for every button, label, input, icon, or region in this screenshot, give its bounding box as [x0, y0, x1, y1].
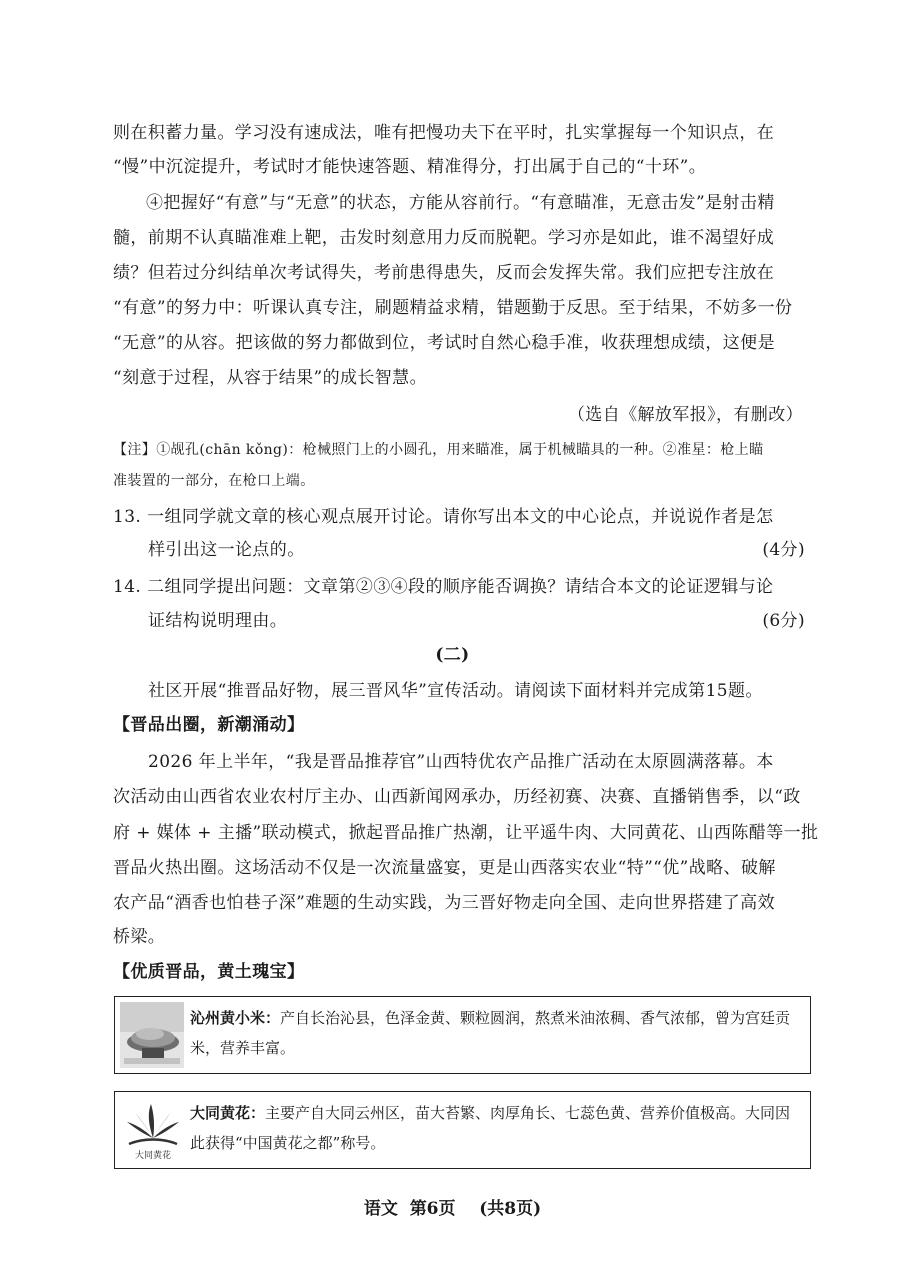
- product-card-daylily: [114, 1091, 811, 1169]
- section-intro: 社区开展“推晋品好物，展三晋风华”宣传活动。请阅读下面材料并完成第15题。: [148, 681, 763, 701]
- millet-photo-icon: [120, 1002, 184, 1068]
- footer-total-pages: (共8页): [479, 1199, 542, 1219]
- paragraph-line: 髓，前期不认真瞄准难上靶，击发时刻意用力反而脱靶。学习亦是如此，谁不渴望好成: [113, 228, 775, 248]
- question-14-score: (6分): [762, 611, 805, 631]
- paragraph-line: 绩？但若过分纠结单次考试得失，考前患得患失，反而会发挥失常。我们应把专注放在: [113, 263, 775, 283]
- paragraph-line: 2026 年上半年，“我是晋品推荐官”山西特优农产品推广活动在太原圆满落幕。本: [148, 752, 774, 772]
- footnote-line: 准装置的一部分，在枪口上端。: [113, 473, 315, 489]
- paragraph-line: “慢”中沉淀提升，考试时才能快速答题、精准得分，打出属于自己的“十环”。: [113, 157, 707, 177]
- product-card-millet: [114, 996, 811, 1074]
- page-footer: [0, 1194, 905, 1219]
- paragraph-line: “刻意于过程，从容于结果”的成长智慧。: [113, 368, 427, 388]
- footer-subject: 语文: [363, 1199, 398, 1219]
- product-name: 沁州黄小米：: [190, 1009, 281, 1027]
- product-text: 产自长治沁县，色泽金黄、颗粒圆润，熬煮米油浓稠、香气浓郁，曾为宫廷贡: [280, 1009, 791, 1027]
- daylily-logo-text: 大同黄花: [134, 1151, 172, 1161]
- question-13-text: 样引出这一论点的。: [148, 540, 305, 560]
- product-text: 主要产自大同云州区，苗大苔繁、肉厚角长、七蕊色黄、营养价值极高。大同因: [265, 1104, 791, 1122]
- product-description: [190, 1005, 790, 1032]
- footnote-line: 【注】①觇孔(chān kǒng)：枪械照门上的小圆孔，用来瞄准，属于机械瞄具的一种。②准星：枪上瞄: [113, 442, 764, 458]
- question-14-text: 证结构说明理由。: [148, 611, 288, 631]
- paragraph-line: 桥梁。: [113, 927, 166, 947]
- question-13-score: (4分): [762, 540, 805, 560]
- part-1-title: 【晋品出圈，新潮涌动】: [113, 715, 305, 735]
- question-14-text: 14. 二组同学提出问题：文章第②③④段的顺序能否调换？请结合本文的论证逻辑与论: [113, 577, 774, 597]
- paragraph-line: 次活动由山西省农业农村厅主办、山西新闻网承办，历经初赛、决赛、直播销售季，以“政: [113, 787, 801, 807]
- paragraph-line: ④把握好“有意”与“无意”的状态，方能从容前行。“有意瞄准，无意击发”是射击精: [146, 193, 775, 213]
- paragraph-line: 晋品火热出圈。这场活动不仅是一次流量盛宴，更是山西落实农业“特”“优”战略、破解: [113, 858, 776, 878]
- product-text: 米，营养丰富。: [190, 1039, 296, 1057]
- paragraph-line: 农产品“酒香也怕巷子深”难题的生动实践，为三晋好物走向全国、走向世界搭建了高效: [113, 893, 775, 913]
- paragraph-line: “有意”的努力中：听课认真专注，刷题精益求精，错题勤于反思。至于结果，不妨多一份: [113, 298, 793, 318]
- paragraph-line: 府 + 媒体 + 主播”联动模式，掀起晋品推广热潮，让平遥牛肉、大同黄花、山西陈醋等一批: [113, 823, 819, 843]
- paragraph-line: “无意”的从容。把该做的努力都做到位，考试时自然心稳手准，收获理想成绩，这便是: [113, 333, 775, 353]
- product-description: [190, 1100, 790, 1127]
- product-text: 此获得“中国黄花之都”称号。: [190, 1134, 386, 1152]
- section-heading: (二): [435, 645, 470, 665]
- footer-page-number: 第6页: [409, 1199, 456, 1219]
- product-name: 大同黄花：: [190, 1104, 266, 1122]
- question-13-text: 13. 一组同学就文章的核心观点展开讨论。请你写出本文的中心论点，并说说作者是怎: [113, 507, 774, 527]
- daylily-logo-icon: [121, 1098, 185, 1164]
- source-citation: （选自《解放军报》，有删改）: [567, 405, 803, 425]
- part-2-title: 【优质晋品，黄土瑰宝】: [113, 962, 305, 982]
- paragraph-line: 则在积蓄力量。学习没有速成法，唯有把慢功夫下在平时，扎实掌握每一个知识点，在: [113, 123, 775, 143]
